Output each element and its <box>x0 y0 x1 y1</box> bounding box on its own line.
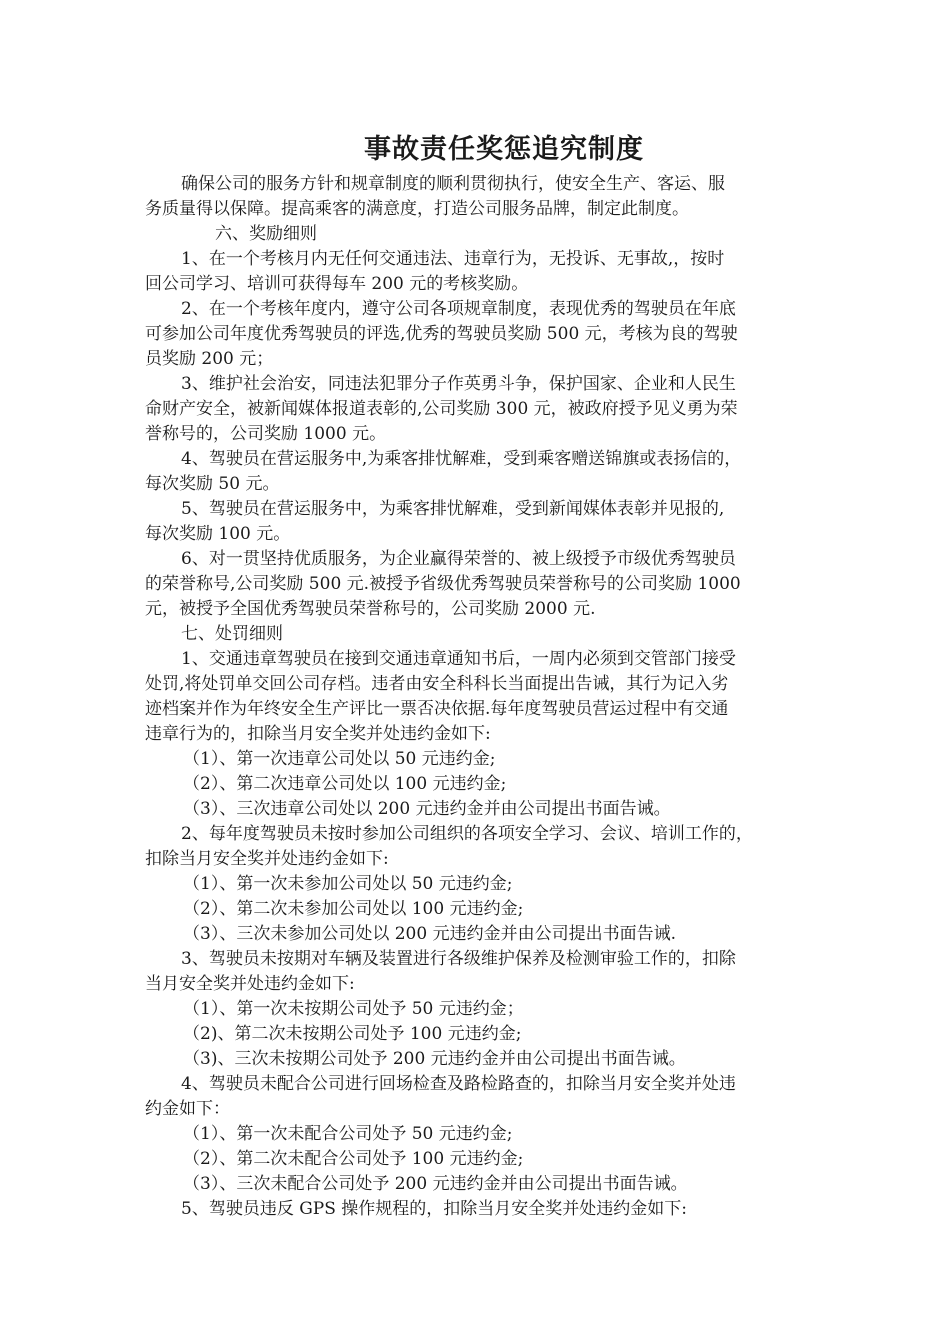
document-body <box>145 172 825 1222</box>
list-item: （2）、第二次未配合公司处予 100 元违约金; <box>183 1149 524 1169</box>
paragraph-line: 3、驾驶员未按期对车辆及装置进行各级维护保养及检测审验工作的，扣除 <box>181 949 736 969</box>
paragraph-line: 扣除当月安全奖并处违约金如下: <box>145 849 389 869</box>
paragraph-line: 命财产安全，被新闻媒体报道表彰的,公司奖励 300 元，被政府授予见义勇为荣 <box>145 399 738 419</box>
paragraph-line: 每次奖励 50 元。 <box>145 474 280 494</box>
paragraph-line: 当月安全奖并处违约金如下: <box>145 974 355 994</box>
paragraph-line: 4、驾驶员未配合公司进行回场检查及路检路查的，扣除当月安全奖并处违 <box>181 1074 736 1094</box>
list-item: （3)、三次未按期公司处予 200 元违约金并由公司提出书面告诫。 <box>183 1049 686 1069</box>
paragraph-line: 元，被授予全国优秀驾驶员荣誉称号的，公司奖励 2000 元. <box>145 599 596 619</box>
list-item: （2）、第二次未参加公司处以 100 元违约金; <box>183 899 524 919</box>
list-item: （2）、第二次违章公司处以 100 元违约金; <box>183 774 507 794</box>
paragraph-line: 违章行为的，扣除当月安全奖并处违约金如下: <box>145 724 491 744</box>
paragraph-line: 的荣誉称号,公司奖励 500 元.被授予省级优秀驾驶员荣誉称号的公司奖励 1000 <box>145 574 741 594</box>
paragraph-line: 处罚,将处罚单交回公司存档。违者由安全科科长当面提出告诫，其行为记入劣 <box>145 674 729 694</box>
section-heading: 七、处罚细则 <box>181 624 283 644</box>
paragraph-line: 员奖励 200 元； <box>145 349 274 369</box>
paragraph-line: 5、驾驶员违反 GPS 操作规程的，扣除当月安全奖并处违约金如下: <box>181 1199 688 1219</box>
paragraph-line: 4、驾驶员在营运服务中,为乘客排忧解难，受到乘客赠送锦旗或表扬信的， <box>181 449 742 469</box>
paragraph-line: 1、交通违章驾驶员在接到交通违章通知书后，一周内必须到交管部门接受 <box>181 649 736 669</box>
paragraph-line: 确保公司的服务方针和规章制度的顺利贯彻执行，使安全生产、客运、服 <box>181 174 725 194</box>
paragraph-line: 5、驾驶员在营运服务中，为乘客排忧解难，受到新闻媒体表彰并见报的, <box>181 499 725 519</box>
paragraph-line: 可参加公司年度优秀驾驶员的评选,优秀的驾驶员奖励 500 元，考核为良的驾驶 <box>145 324 738 344</box>
list-item: （1）、第一次违章公司处以 50 元违约金; <box>183 749 496 769</box>
list-item: （1）、第一次未按期公司处予 50 元违约金； <box>183 999 524 1019</box>
paragraph-line: 3、维护社会治安，同违法犯罪分子作英勇斗争，保护国家、企业和人民生 <box>181 374 736 394</box>
list-item: （3）、三次未配合公司处予 200 元违约金并由公司提出书面告诫。 <box>183 1174 688 1194</box>
list-item: （3）、三次违章公司处以 200 元违约金并由公司提出书面告诫。 <box>183 799 671 819</box>
paragraph-line: 回公司学习、培训可获得每车 200 元的考核奖励。 <box>145 274 529 294</box>
paragraph-line: 誉称号的，公司奖励 1000 元。 <box>145 424 387 444</box>
list-item: （1）、第一次未配合公司处予 50 元违约金; <box>183 1124 513 1144</box>
paragraph-line: 务质量得以保障。提高乘客的满意度，打造公司服务品牌，制定此制度。 <box>145 199 689 219</box>
document-title: 事故责任奖惩追究制度 <box>364 134 644 165</box>
paragraph-line: 1、在一个考核月内无任何交通违法、违章行为，无投诉、无事故,，按时 <box>181 249 725 269</box>
paragraph-line: 每次奖励 100 元。 <box>145 524 291 544</box>
list-item: （1）、第一次未参加公司处以 50 元违约金; <box>183 874 513 894</box>
paragraph-line: 6、对一贯坚持优质服务，为企业赢得荣誉的、被上级授予市级优秀驾驶员 <box>181 549 736 569</box>
paragraph-line: 2、在一个考核年度内，遵守公司各项规章制度，表现优秀的驾驶员在年底 <box>181 299 736 319</box>
list-item: （3）、三次未参加公司处以 200 元违约金并由公司提出书面告诫. <box>183 924 676 944</box>
list-item: （2)、第二次未按期公司处予 100 元违约金; <box>183 1024 522 1044</box>
section-heading: 六、奖励细则 <box>215 224 317 244</box>
paragraph-line: 2、每年度驾驶员未按时参加公司组织的各项安全学习、会议、培训工作的， <box>181 824 753 844</box>
paragraph-line: 约金如下： <box>145 1099 230 1119</box>
paragraph-line: 迹档案并作为年终安全生产评比一票否决依据.每年度驾驶员营运过程中有交通 <box>145 699 729 719</box>
